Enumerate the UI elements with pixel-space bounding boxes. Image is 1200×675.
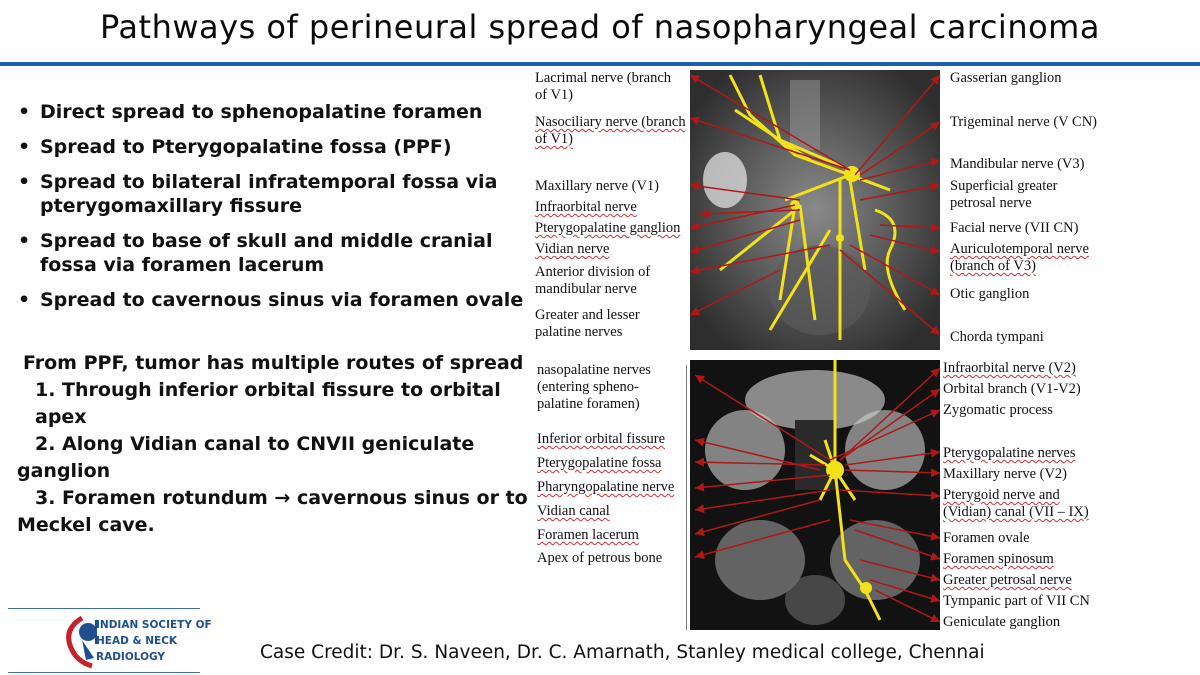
label-maxillary-nerve: Maxillary nerve (V1): [535, 178, 660, 194]
logo-line: INDIAN SOCIETY OF: [96, 619, 212, 631]
label-chorda-tympani: Chorda tympani: [950, 329, 1044, 345]
label-pterygoid-nerve-canal: Pterygoid nerve and (Vidian) canal (VII – IX): [943, 487, 1089, 520]
label-otic-ganglion: Otic ganglion: [950, 286, 1030, 302]
label-zygomatic-process: Zygomatic process: [943, 402, 1053, 418]
route-item: 3. Foramen rotundum → cavernous sinus or to Meckel cave.: [17, 487, 528, 536]
routes-intro: From PPF, tumor has multiple routes of spread: [23, 352, 524, 374]
label-trigeminal-nerve: Trigeminal nerve (V CN): [950, 114, 1097, 130]
label-gasserian-ganglion: Gasserian ganglion: [950, 70, 1062, 86]
label-greater-petrosal-nerve: Greater petrosal nerve: [943, 572, 1072, 588]
label-tympanic-vii: Tympanic part of VII CN: [943, 593, 1090, 609]
bullet-item: • Spread to base of skull and middle cranial fossa via foramen lacerum: [14, 229, 534, 277]
label-palatine-nerves: Greater and lesser palatine nerves: [535, 307, 640, 340]
label-orbital-branch: Orbital branch (V1-V2): [943, 381, 1081, 397]
slide-title: Pathways of perineural spread of nasopharyngeal carcinoma: [100, 8, 1100, 46]
logo-text: [96, 617, 212, 665]
label-facial-nerve: Facial nerve (VII CN): [950, 220, 1079, 236]
label-maxillary-nerve-v2: Maxillary nerve (V2): [943, 466, 1068, 482]
label-infraorbital-nerve: Infraorbital nerve: [535, 199, 637, 215]
label-pterygopalatine-fossa: Pterygopalatine fossa: [537, 455, 662, 471]
label-pterygopalatine-nerves: Pterygopalatine nerves: [943, 445, 1076, 461]
label-petrous-apex: Apex of petrous bone: [537, 550, 663, 566]
route-item: 1. Through inferior orbital fissure to orbital apex: [35, 379, 501, 428]
label-pharyngopalatine-nerve: Pharyngopalatine nerve: [537, 479, 675, 495]
logo-line: RADIOLOGY: [96, 651, 165, 663]
logo-line: HEAD & NECK: [96, 635, 178, 647]
logo-bottom-rule: [8, 672, 200, 673]
label-foramen-spinosum: Foramen spinosum: [943, 551, 1054, 567]
case-credit: Case Credit: Dr. S. Naveen, Dr. C. Amarnath, Stanley medical college, Chennai: [260, 642, 985, 663]
label-foramen-ovale: Foramen ovale: [943, 530, 1030, 546]
label-geniculate-ganglion: Geniculate ganglion: [943, 614, 1061, 630]
label-superficial-petrosal-nerve: Superficial greater petrosal nerve: [950, 178, 1058, 211]
label-vidian-canal: Vidian canal: [537, 503, 610, 519]
bullet-item: • Direct spread to sphenopalatine foramen: [14, 100, 534, 124]
route-item: 2. Along Vidian canal to CNVII geniculate ganglion: [17, 433, 475, 482]
label-vidian-nerve: Vidian nerve: [535, 241, 610, 257]
bullet-item: • Spread to Pterygopalatine fossa (PPF): [14, 135, 534, 159]
label-nasociliary-nerve: Nasociliary nerve (branch of V1): [535, 114, 686, 147]
label-pterygopalatine-ganglion: Pterygopalatine ganglion: [535, 220, 681, 236]
bullet-item: • Spread to cavernous sinus via foramen ovale: [14, 288, 534, 312]
label-lacrimal-nerve: Lacrimal nerve (branch of V1): [535, 70, 672, 103]
label-foramen-lacerum: Foramen lacerum: [537, 527, 639, 543]
label-nasopalatine-nerves: nasopalatine nerves (entering spheno-palatine foramen): [537, 362, 651, 412]
label-anterior-mandibular-division: Anterior division of mandibular nerve: [535, 264, 651, 297]
label-mandibular-nerve: Mandibular nerve (V3): [950, 156, 1085, 172]
label-inferior-orbital-fissure: Inferior orbital fissure: [537, 431, 666, 447]
bullet-item: • Spread to bilateral infratemporal fossa via pterygomaxillary fissure: [14, 170, 534, 218]
label-infraorbital-nerve-v2: Infraorbital nerve (V2): [943, 360, 1076, 376]
label-auriculotemporal-nerve: Auriculotemporal nerve (branch of V3): [950, 241, 1089, 274]
